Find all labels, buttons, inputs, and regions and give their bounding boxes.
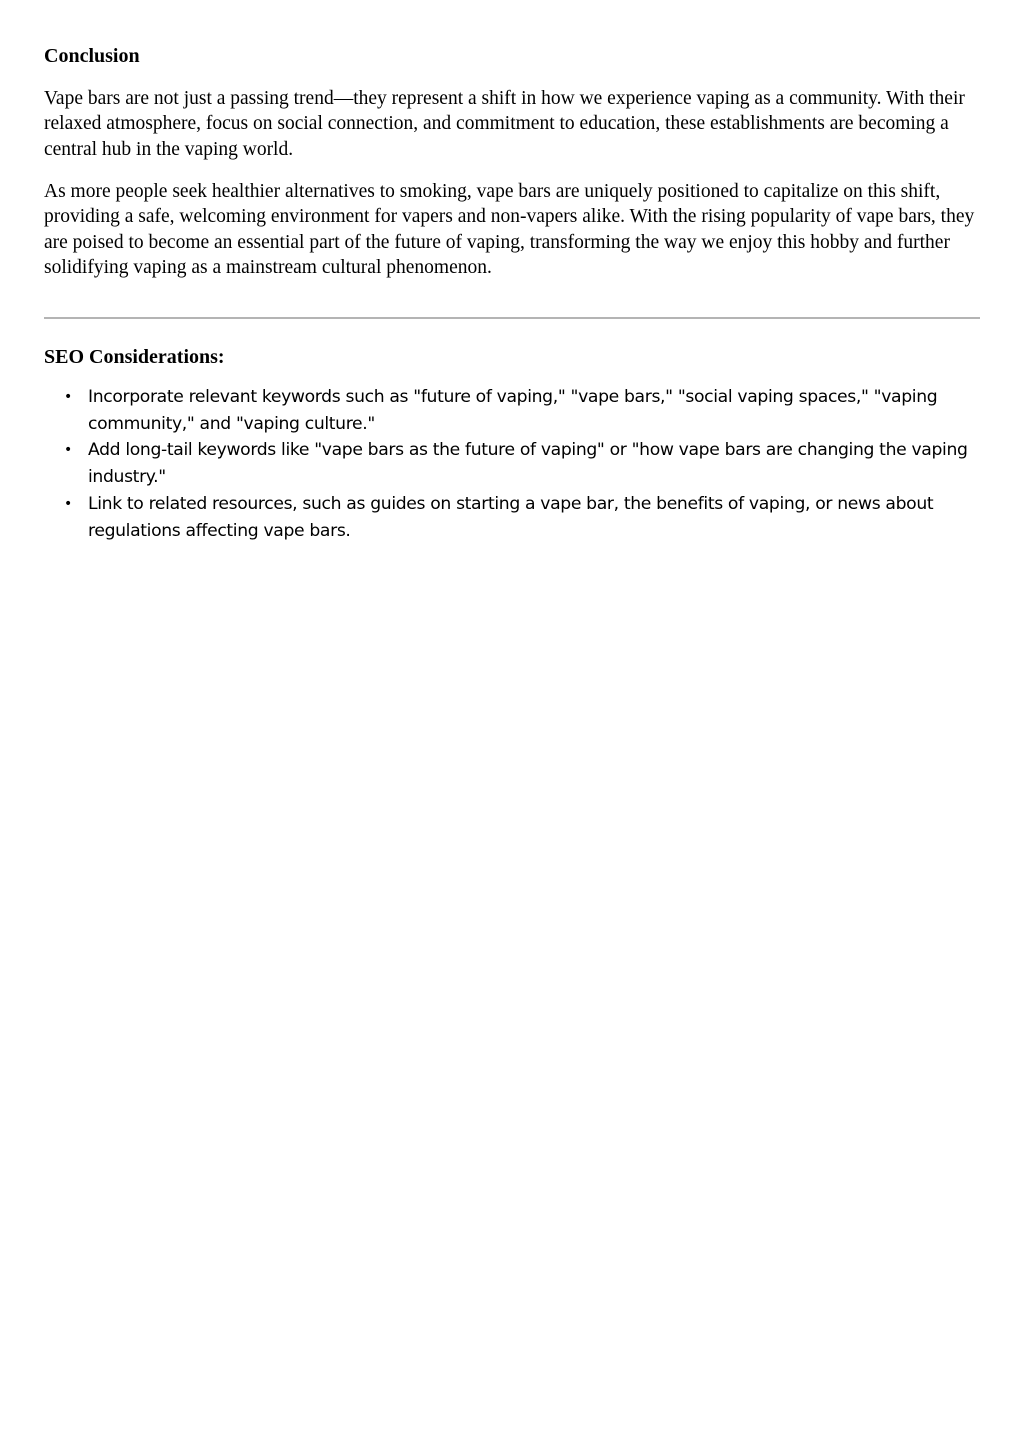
list-item [0, 384, 968, 437]
list-item-text: Incorporate relevant keywords such as "future of vaping," "vape bars," "social vaping spaces," "vaping community," and "vaping culture." [88, 387, 938, 434]
bullet-icon: • [64, 495, 72, 512]
list-item [0, 437, 968, 490]
bullet-icon: • [64, 389, 72, 405]
list-item-text: Add long-tail keywords like "vape bars as the future of vaping" or "how vape bars are changing the vaping industry." [88, 440, 968, 488]
seo-considerations-heading: SEO Considerations: [44, 346, 225, 368]
list-item-text: Link to related resources, such as guides on starting a vape bar, the benefits of vaping, or news about regulations affecting vape bars. [88, 493, 934, 541]
conclusion-paragraph: Vape bars are not just a passing trend—they represent a shift in how we experience vaping as a community. With their relaxed atmosphere, focus on social connection, and commitment to education, these establishments are becoming a central hub in the vaping world. [44, 88, 965, 160]
conclusion-heading: Conclusion [44, 45, 140, 67]
list-item [0, 491, 968, 544]
seo-considerations-list [0, 384, 1024, 544]
conclusion-paragraph: As more people seek healthier alternatives to smoking, vape bars are uniquely positioned to capitalize on this shift, providing a safe, welcoming environment for vapers and non-vapers alike. With the rising popularity of vape bars, they are poised to become an essential part of the future of vaping, transforming the way we enjoy this hobby and further solidifying vaping as a mainstream cultural phenomenon. [44, 181, 975, 279]
bullet-icon: • [64, 442, 72, 459]
horizontal-divider [44, 317, 980, 319]
